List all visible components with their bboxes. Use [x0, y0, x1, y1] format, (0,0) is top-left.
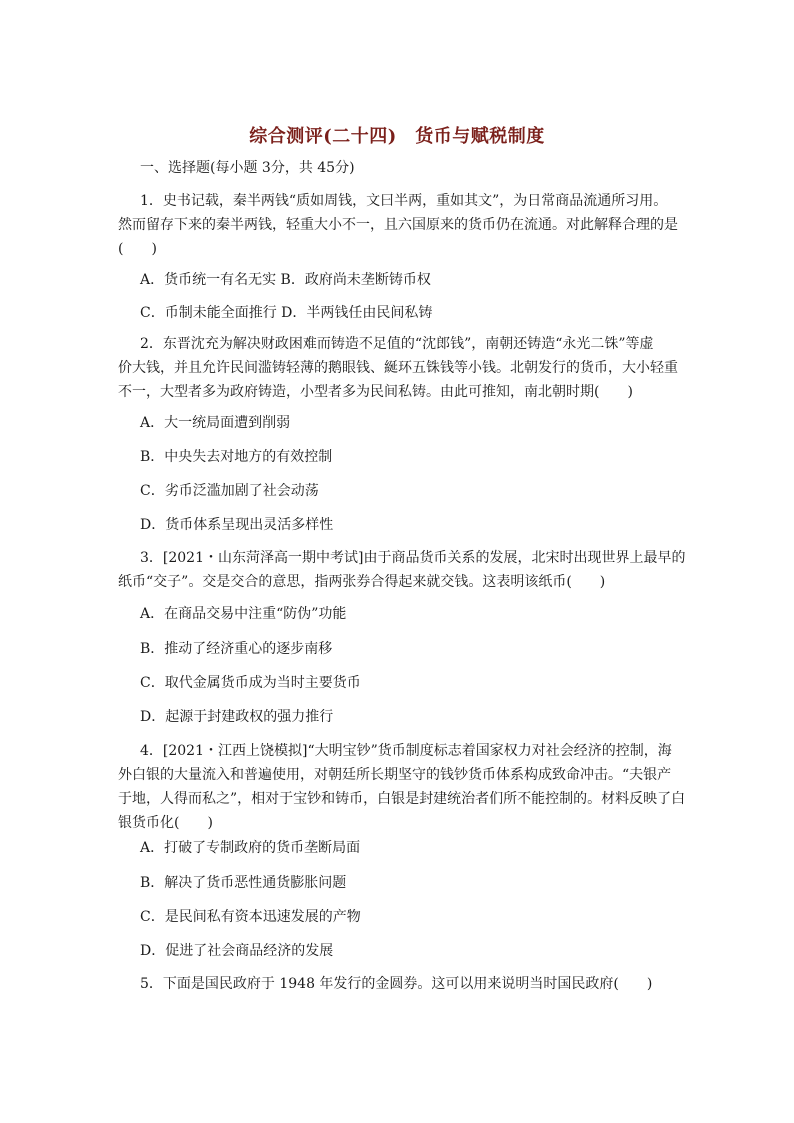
q3-stem-line-2: 纸币“交子”。交是交合的意思，指两张券合得起来就交钱。这表明该纸币( ) — [118, 574, 606, 590]
q1-stem-line-2: 然而留存下来的秦半两钱，轻重大小不一，且六国原来的货币仍在流通。对此解释合理的是 — [118, 217, 678, 233]
q3-option-b: B．推动了经济重心的逐步南移 — [140, 641, 333, 657]
page-title: 综合测评(二十四) 货币与赋税制度 — [249, 126, 545, 147]
q4-option-c: C．是民间私有资本迅速发展的产物 — [140, 909, 361, 925]
q2-option-d: D．货币体系呈现出灵活多样性 — [140, 517, 334, 533]
q1-stem-line-3: ( ) — [118, 241, 157, 257]
q2-stem-line-2: 价大钱，并且允许民间滥铸轻薄的鹅眼钱、綖环五铢钱等小钱。北朝发行的货币，大小轻重 — [118, 360, 678, 376]
q3-option-a: A．在商品交易中注重“防伪”功能 — [140, 606, 347, 622]
q5-stem-line-1: 5．下面是国民政府于 1948 年发行的金圆券。这可以用来说明当时国民政府( ) — [140, 976, 653, 992]
q4-stem-line-4: 银货币化( ) — [118, 815, 213, 831]
q1-option-cd: C．币制未能全面推行 D．半两钱任由民间私铸 — [140, 305, 433, 321]
q4-stem-line-2: 外白银的大量流入和普遍使用，对朝廷所长期坚守的钱钞货币体系构成致命冲击。“夫银产 — [118, 767, 672, 783]
q2-stem-line-1: 2．东晋沈充为解决财政困难而铸造不足值的“沈郎钱”，南朝还铸造“永光二铢”等虚 — [140, 336, 654, 352]
q2-option-b: B．中央失去对地方的有效控制 — [140, 449, 333, 465]
q3-option-c: C．取代金属货币成为当时主要货币 — [140, 675, 361, 691]
q4-option-a: A．打破了专制政府的货币垄断局面 — [140, 840, 361, 856]
section-heading: 一、选择题(每小题 3分，共 45分) — [140, 160, 355, 176]
q2-stem-line-3: 不一，大型者多为政府铸造，小型者多为民间私铸。由此可推知，南北朝时期( ) — [118, 384, 633, 400]
q1-option-ab: A．货币统一有名无实 B．政府尚未垄断铸币权 — [140, 272, 431, 288]
q3-stem-line-1: 3．[2021・山东菏泽高一期中考试]由于商品货币关系的发展，北宋时出现世界上最早的 — [140, 550, 686, 566]
q2-option-c: C．劣币泛滥加剧了社会动荡 — [140, 483, 319, 499]
q2-option-a: A．大一统局面遭到削弱 — [140, 415, 291, 431]
q4-option-b: B．解决了货币恶性通货膨胀问题 — [140, 875, 347, 891]
q4-stem-line-3: 于地，人得而私之”，相对于宝钞和铸币，白银是封建统治者们所不能控制的。材料反映了白 — [118, 791, 686, 807]
q3-option-d: D．起源于封建政权的强力推行 — [140, 709, 334, 725]
q4-option-d: D．促进了社会商品经济的发展 — [140, 943, 334, 959]
q4-stem-line-1: 4．[2021・江西上饶模拟]“大明宝钞”货币制度标志着国家权力对社会经济的控制，海 — [140, 743, 672, 759]
q1-stem-line-1: 1．史书记载，秦半两钱“质如周钱，文曰半两，重如其文”，为日常商品流通所习用。 — [140, 193, 668, 209]
